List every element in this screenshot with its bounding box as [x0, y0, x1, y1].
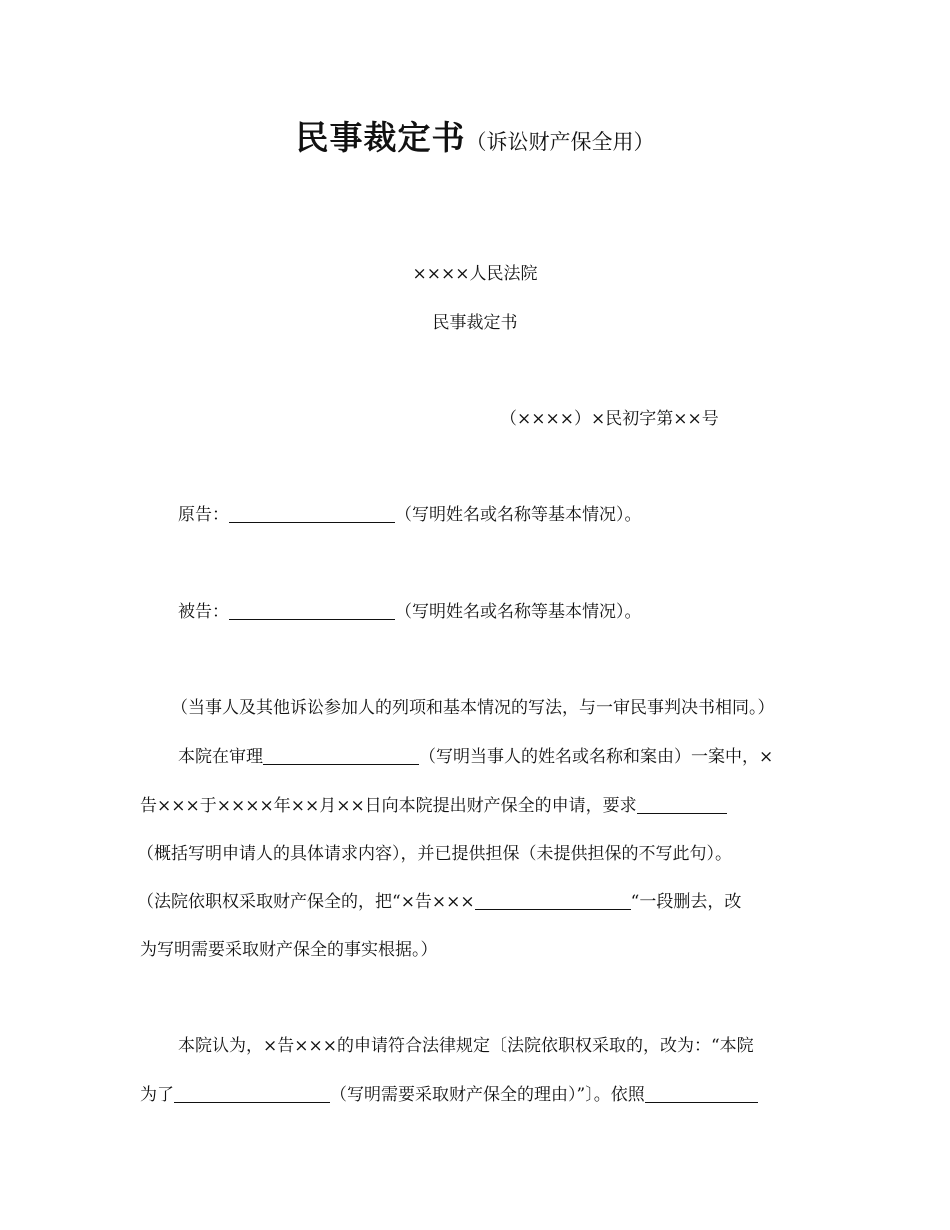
- case-blank: [263, 747, 419, 765]
- para2-line1: 本院认为，×告×××的申请符合法律规定〔法院依职权采取的，改为：“本院: [178, 1036, 754, 1056]
- para2-line2-middle: （写明需要采取财产保全的理由）”〕。依照: [330, 1085, 645, 1105]
- para2-line2-start: 为了: [140, 1085, 174, 1105]
- law-blank: [645, 1085, 758, 1103]
- para2-line2: [140, 1080, 758, 1105]
- para1-line1-start: 本院在审理: [178, 747, 263, 767]
- defendant-label: 被告：: [178, 602, 229, 622]
- para1-line4-start: （法院依职权采取财产保全的，把“×告×××: [137, 892, 475, 912]
- reason-blank: [174, 1085, 330, 1103]
- plaintiff-line: [178, 500, 642, 525]
- para1-line3: （概括写明申请人的具体请求内容），并已提供担保（未提供担保的不写此句）。: [137, 844, 732, 864]
- para1-line2-text: 告×××于××××年××月××日向本院提出财产保全的申请，要求: [140, 796, 637, 816]
- plaintiff-note: （写明姓名或名称等基本情况）。: [395, 505, 642, 525]
- party-note: （当事人及其他诉讼参加人的列项和基本情况的写法，与一审民事判决书相同。）: [171, 698, 775, 718]
- para1-line4-end: “一段删去，改: [630, 892, 742, 912]
- request-blank: [637, 796, 727, 814]
- para1-line1-end: （写明当事人的姓名或名称和案由）一案中，×: [419, 747, 774, 767]
- para1-line2: [140, 791, 810, 816]
- para1-line4: [137, 887, 741, 912]
- plaintiff-label: 原告：: [178, 505, 229, 525]
- document-type: 民事裁定书: [432, 313, 518, 333]
- defendant-blank: [229, 602, 395, 620]
- para1-line5: 为写明需要采取财产保全的事实根据。）: [140, 940, 438, 960]
- document-title: [0, 112, 950, 159]
- facts-blank: [475, 892, 631, 910]
- title-main: 民事裁定书: [295, 118, 466, 157]
- defendant-note: （写明姓名或名称等基本情况）。: [395, 602, 642, 622]
- case-number: （××××）×民初字第××号: [500, 409, 719, 429]
- para1-line1: [178, 742, 773, 767]
- title-subtitle: （诉讼财产保全用）: [465, 130, 655, 154]
- defendant-line: [178, 597, 642, 622]
- plaintiff-blank: [229, 505, 395, 523]
- court-name: ××××人民法院: [412, 264, 538, 284]
